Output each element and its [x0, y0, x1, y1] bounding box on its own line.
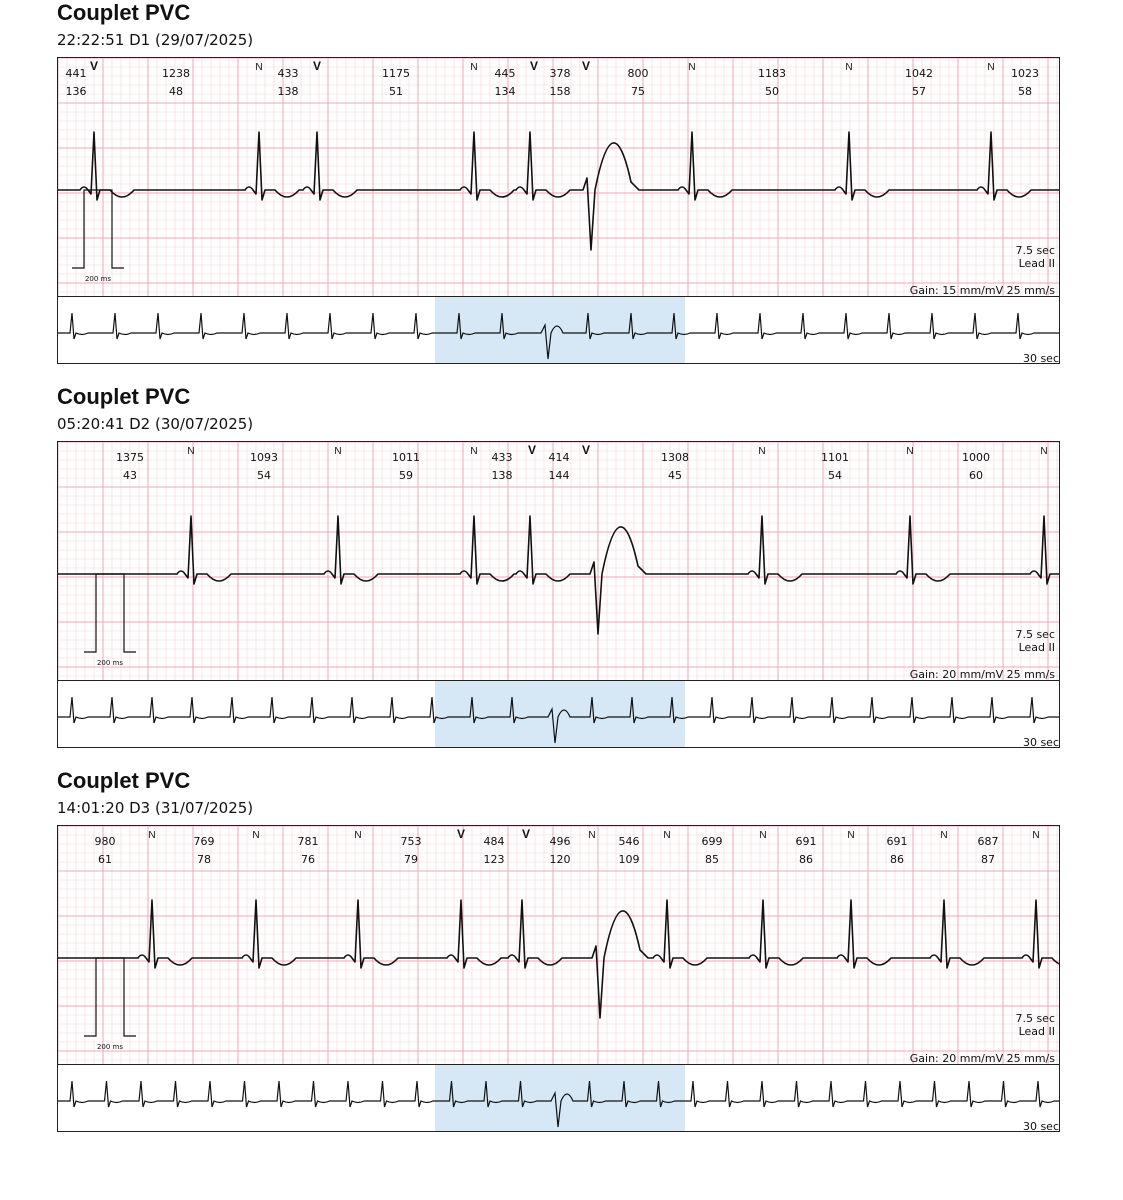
rr-interval-ms: 1023 — [1011, 67, 1039, 80]
rhythm-panel — [57, 680, 1060, 748]
gain-label: Gain: 20 mm/mV 25 mm/s — [909, 1052, 1055, 1065]
rhythm-panel — [57, 296, 1060, 364]
beat-type-label: N — [470, 62, 478, 73]
beat-type-label: N — [688, 62, 696, 73]
heart-rate-bpm: 86 — [890, 853, 904, 866]
rr-interval-ms: 753 — [400, 835, 422, 848]
rr-interval-ms: 980 — [94, 835, 116, 848]
heart-rate-bpm: 134 — [494, 85, 516, 98]
rr-interval-ms: 691 — [886, 835, 908, 848]
rr-interval-ms: 433 — [277, 67, 299, 80]
rr-interval-ms: 1308 — [661, 451, 689, 464]
heart-rate-bpm: 144 — [548, 469, 570, 482]
rr-interval-ms: 1042 — [905, 67, 933, 80]
rr-interval-ms: 445 — [494, 67, 516, 80]
rr-interval-ms: 769 — [193, 835, 215, 848]
heart-rate-bpm: 50 — [765, 85, 779, 98]
ecg-trace — [58, 132, 1060, 250]
heart-rate-bpm: 120 — [549, 853, 571, 866]
duration-label: 7.5 sec — [1015, 244, 1055, 257]
heart-rate-bpm: 58 — [1018, 85, 1032, 98]
heart-rate-bpm: 79 — [404, 853, 418, 866]
ecg-panel — [57, 825, 1060, 1065]
rr-interval-ms: 1093 — [250, 451, 278, 464]
beat-type-label: N — [252, 830, 260, 841]
beat-type-label: N — [1032, 830, 1040, 841]
strip-1 — [0, 0, 1123, 384]
beat-type-label: V — [456, 827, 466, 841]
heart-rate-bpm: 54 — [828, 469, 842, 482]
heart-rate-bpm: 123 — [483, 853, 505, 866]
heart-rate-bpm: 57 — [912, 85, 926, 98]
beat-type-label: N — [334, 446, 342, 457]
rhythm-panel — [57, 1064, 1060, 1132]
heart-rate-bpm: 86 — [799, 853, 813, 866]
gain-label: Gain: 15 mm/mV 25 mm/s — [909, 284, 1055, 297]
heart-rate-bpm: 43 — [123, 469, 137, 482]
rhythm-duration-label: 30 sec — [1022, 352, 1059, 365]
rhythm-duration-label: 30 sec — [1022, 736, 1059, 749]
ecg-trace — [58, 900, 1060, 1018]
beat-type-label: N — [354, 830, 362, 841]
beat-type-label: N — [470, 446, 478, 457]
beat-type-label: N — [148, 830, 156, 841]
rr-interval-ms: 691 — [795, 835, 817, 848]
beat-type-label: V — [89, 59, 99, 73]
beat-type-label: V — [529, 59, 539, 73]
beat-type-label: V — [521, 827, 531, 841]
gain-label: Gain: 20 mm/mV 25 mm/s — [909, 668, 1055, 681]
beat-type-label: V — [581, 443, 591, 457]
calibration-label: 200 ms — [84, 275, 112, 283]
beat-type-label: N — [588, 830, 596, 841]
ecg-panel — [57, 441, 1060, 681]
rr-interval-ms: 433 — [491, 451, 513, 464]
heart-rate-bpm: 136 — [65, 85, 87, 98]
lead-label: Lead II — [1018, 641, 1055, 654]
rhythm-duration-label: 30 sec — [1022, 1120, 1059, 1133]
rr-interval-ms: 1183 — [758, 67, 786, 80]
rr-interval-ms: 1375 — [116, 451, 144, 464]
rr-interval-ms: 1000 — [962, 451, 990, 464]
heart-rate-bpm: 59 — [399, 469, 413, 482]
strip-3 — [0, 768, 1123, 1152]
rr-interval-ms: 378 — [549, 67, 571, 80]
heart-rate-bpm: 61 — [98, 853, 112, 866]
rr-interval-ms: 484 — [483, 835, 505, 848]
beat-type-label: N — [847, 830, 855, 841]
rr-interval-ms: 414 — [548, 451, 570, 464]
beat-type-label: N — [663, 830, 671, 841]
strip-timestamp: 05:20:41 D2 (30/07/2025) — [57, 415, 254, 433]
strip-title: Couplet PVC — [57, 384, 191, 409]
beat-type-label: N — [987, 62, 995, 73]
ecg-trace — [58, 516, 1060, 634]
strip-timestamp: 14:01:20 D3 (31/07/2025) — [57, 799, 254, 817]
rr-interval-ms: 687 — [977, 835, 999, 848]
rr-interval-ms: 699 — [701, 835, 723, 848]
strip-title: Couplet PVC — [57, 768, 191, 793]
heart-rate-bpm: 85 — [705, 853, 719, 866]
rr-interval-ms: 441 — [65, 67, 87, 80]
heart-rate-bpm: 60 — [969, 469, 983, 482]
heart-rate-bpm: 75 — [631, 85, 645, 98]
rr-interval-ms: 1101 — [821, 451, 849, 464]
heart-rate-bpm: 45 — [668, 469, 682, 482]
selected-window — [435, 297, 685, 364]
beat-type-label: N — [759, 830, 767, 841]
duration-label: 7.5 sec — [1015, 1012, 1055, 1025]
beat-type-label: N — [758, 446, 766, 457]
rr-interval-ms: 1011 — [392, 451, 420, 464]
rr-interval-ms: 1175 — [382, 67, 410, 80]
duration-label: 7.5 sec — [1015, 628, 1055, 641]
strip-title: Couplet PVC — [57, 0, 191, 25]
rr-interval-ms: 496 — [549, 835, 571, 848]
calibration-label: 200 ms — [96, 1043, 124, 1051]
rr-interval-ms: 1238 — [162, 67, 190, 80]
rr-interval-ms: 800 — [627, 67, 649, 80]
beat-type-label: N — [845, 62, 853, 73]
beat-type-label: N — [187, 446, 195, 457]
beat-type-label: V — [312, 59, 322, 73]
selected-window — [435, 1065, 685, 1132]
heart-rate-bpm: 76 — [301, 853, 315, 866]
rr-interval-ms: 781 — [297, 835, 319, 848]
beat-type-label: N — [1040, 446, 1048, 457]
selected-window — [435, 681, 685, 748]
heart-rate-bpm: 78 — [197, 853, 211, 866]
heart-rate-bpm: 87 — [981, 853, 995, 866]
beat-type-label: V — [581, 59, 591, 73]
heart-rate-bpm: 48 — [169, 85, 183, 98]
rr-interval-ms: 546 — [618, 835, 640, 848]
heart-rate-bpm: 138 — [491, 469, 513, 482]
calibration-label: 200 ms — [96, 659, 124, 667]
beat-type-label: N — [906, 446, 914, 457]
strip-2 — [0, 384, 1123, 768]
lead-label: Lead II — [1018, 257, 1055, 270]
beat-type-label: N — [255, 62, 263, 73]
ecg-panel — [57, 57, 1060, 297]
heart-rate-bpm: 54 — [257, 469, 271, 482]
heart-rate-bpm: 51 — [389, 85, 403, 98]
heart-rate-bpm: 109 — [618, 853, 640, 866]
heart-rate-bpm: 158 — [549, 85, 571, 98]
strip-timestamp: 22:22:51 D1 (29/07/2025) — [57, 31, 254, 49]
heart-rate-bpm: 138 — [277, 85, 299, 98]
lead-label: Lead II — [1018, 1025, 1055, 1038]
beat-type-label: N — [940, 830, 948, 841]
beat-type-label: V — [527, 443, 537, 457]
